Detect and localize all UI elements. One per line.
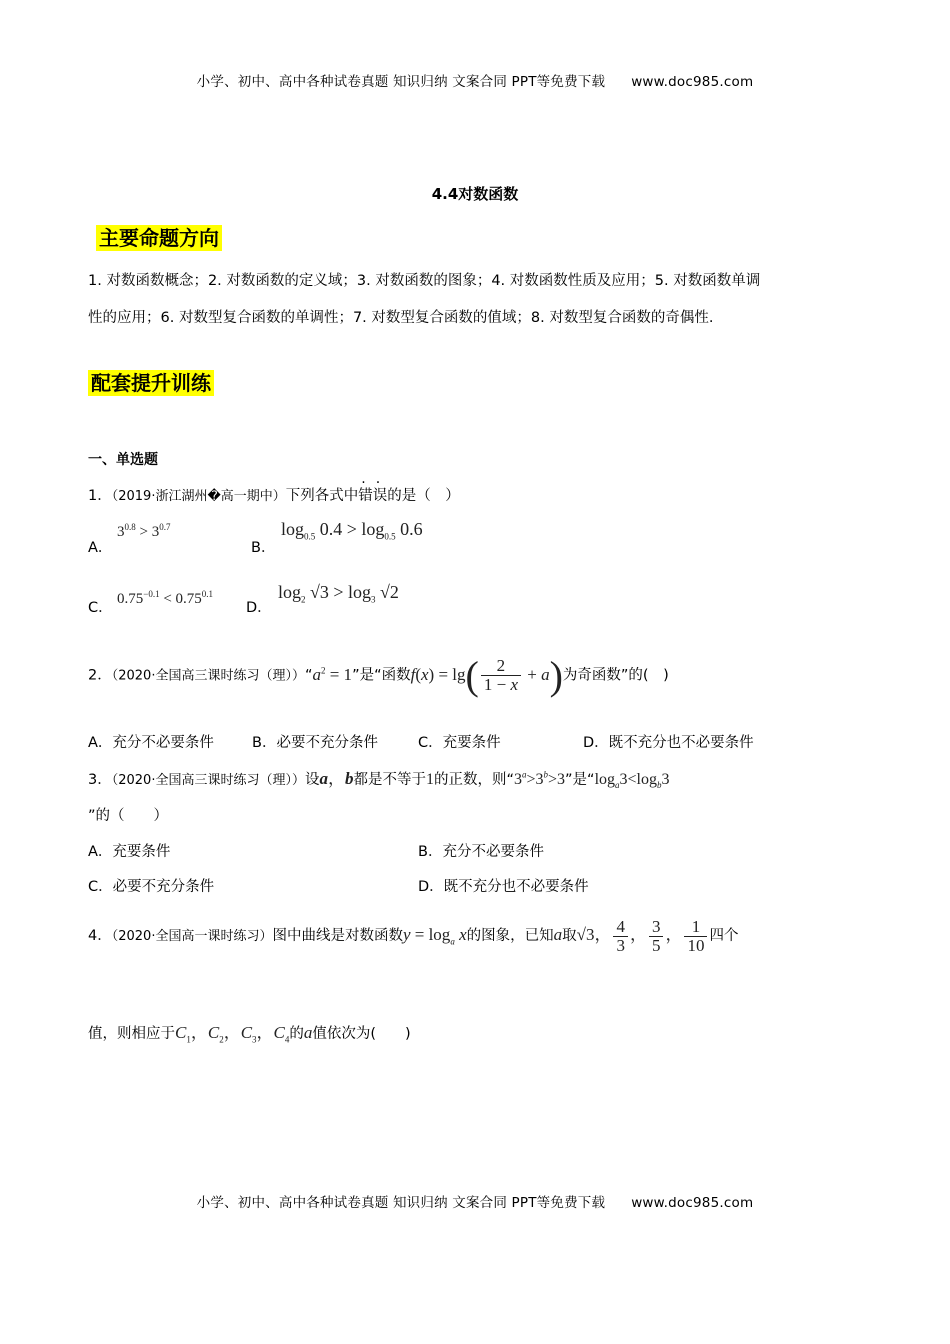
stem-text: 值，则相应于 [88, 1026, 175, 1042]
q3-option-d: D．既不充分也不必要条件 [418, 879, 589, 895]
section-heading-training [88, 367, 214, 396]
header-url[interactable]: www.doc985.com [631, 74, 754, 90]
stem-text: 四个 [709, 928, 739, 944]
question-1-stem [88, 484, 460, 505]
stem-text: 设 [304, 772, 320, 788]
q3-option-a: A．充要条件 [88, 844, 171, 860]
stem-text: 的 [289, 1026, 304, 1042]
question-3-stem-end: ”的（ ） [88, 808, 169, 824]
question-source: （2020·全国高三课时练习（理）） [111, 668, 305, 684]
stem-text: “ [304, 667, 313, 684]
stem-text: 图中曲线是对数函数 [272, 928, 403, 944]
footer-text: 小学、初中、高中各种试卷真题 知识归纳 文案合同 PPT等免费下载 [196, 1195, 606, 1211]
q2-option-d: D．既不充分也不必要条件 [583, 735, 754, 751]
q3-option-b: B．充分不必要条件 [418, 844, 544, 860]
question-source: （2020·全国高三课时练习（理）） [111, 773, 305, 788]
question-4-stem-cont: 值，则相应于$C_1$，$C_2$，$C_3$，$C_4$的a值依次为( ) [88, 1023, 411, 1045]
stem-text: 下列各式中 [285, 488, 359, 504]
question-2-stem [88, 645, 669, 698]
option-c-label: C． [88, 600, 113, 616]
page-footer [0, 1191, 950, 1211]
question-number: 2． [88, 667, 112, 684]
stem-text: ”是“ [565, 772, 595, 788]
subsection-heading: 一、单选题 [88, 452, 158, 468]
stem-text: ”是“函数 [352, 667, 411, 684]
function-formula: f(x) = lg( $\frac{2}{1 - x}$ + a) [410, 652, 563, 698]
footer-url[interactable]: www.doc985.com [631, 1195, 754, 1211]
emphasis-char: 误 [372, 488, 388, 504]
question-number: 3． [88, 772, 112, 788]
stem-text: 都是不等于 [353, 772, 426, 788]
stem-text: 的图象，已知 [466, 928, 554, 944]
q2-option-a: A．充分不必要条件 [88, 735, 214, 751]
option-d-label: D． [246, 600, 272, 616]
section-heading-text: 配套提升训练 [88, 370, 214, 396]
question-3-stem: 3．（2020·全国高三课时练习（理））设a，b都是不等于1的正数，则“$3^a>3^b>3$”是“$\log_a3<\log_b3$ [88, 769, 670, 791]
q3-option-c: C．必要不充分条件 [88, 879, 215, 895]
question-source: （2019·浙江湖州�高一期中） [111, 489, 286, 504]
question-number: 4． [88, 928, 112, 944]
q2-option-c: C．充要条件 [418, 735, 501, 751]
topics-line-2: 性的应用；6. 对数型复合函数的单调性；7. 对数型复合函数的值域；8. 对数型复合函数的奇偶性. [88, 310, 714, 326]
stem-text: 值依次为( ) [312, 1026, 411, 1042]
stem-text: 的是（ ） [387, 488, 460, 504]
q2-option-b: B．必要不充分条件 [252, 735, 378, 751]
stem-text: 为奇函数”的( ) [562, 667, 669, 684]
option-b-formula: $\log_{0.5} 0.4 > \log_{0.5} 0.6$ [281, 519, 423, 542]
emphasis-char: 错 [358, 488, 373, 504]
page-header [0, 70, 950, 90]
section-heading-main-directions [96, 222, 222, 251]
option-a-formula: $3^{0.8} > 3^{0.7}$ [117, 522, 171, 540]
question-source: （2020·全国高一课时练习） [111, 929, 273, 944]
page-title: 4.4对数函数 [431, 185, 519, 203]
option-c-formula: $0.75^{-0.1} < 0.75^{0.1}$ [117, 589, 214, 607]
topics-line-1: 1. 对数函数概念；2. 对数函数的定义域；3. 对数函数的图象；4. 对数函数性质及应用；5. 对数函数单调 [88, 273, 761, 289]
section-heading-text: 主要命题方向 [96, 225, 222, 251]
question-4-stem: 4．（2020·全国高一课时练习）图中曲线是对数函数$y = \log_a x$的图象，已知a取√3， $\frac{4}{3}$ ， $\frac{3}{5}$ ， $\frac{1}{10}$ 四个 [88, 916, 739, 955]
option-b-label: B． [251, 540, 276, 556]
option-a-label: A． [88, 540, 113, 556]
condition-formula: $a^2 = 1$ [312, 664, 353, 684]
option-d-formula: $\log_2 √3 > \log_3 √2$ [278, 582, 399, 605]
stem-text: 取 [562, 928, 577, 944]
header-text: 小学、初中、高中各种试卷真题 知识归纳 文案合同 PPT等免费下载 [196, 74, 606, 90]
question-number: 1． [88, 488, 112, 504]
stem-text: 的正数，则“ [433, 772, 514, 788]
